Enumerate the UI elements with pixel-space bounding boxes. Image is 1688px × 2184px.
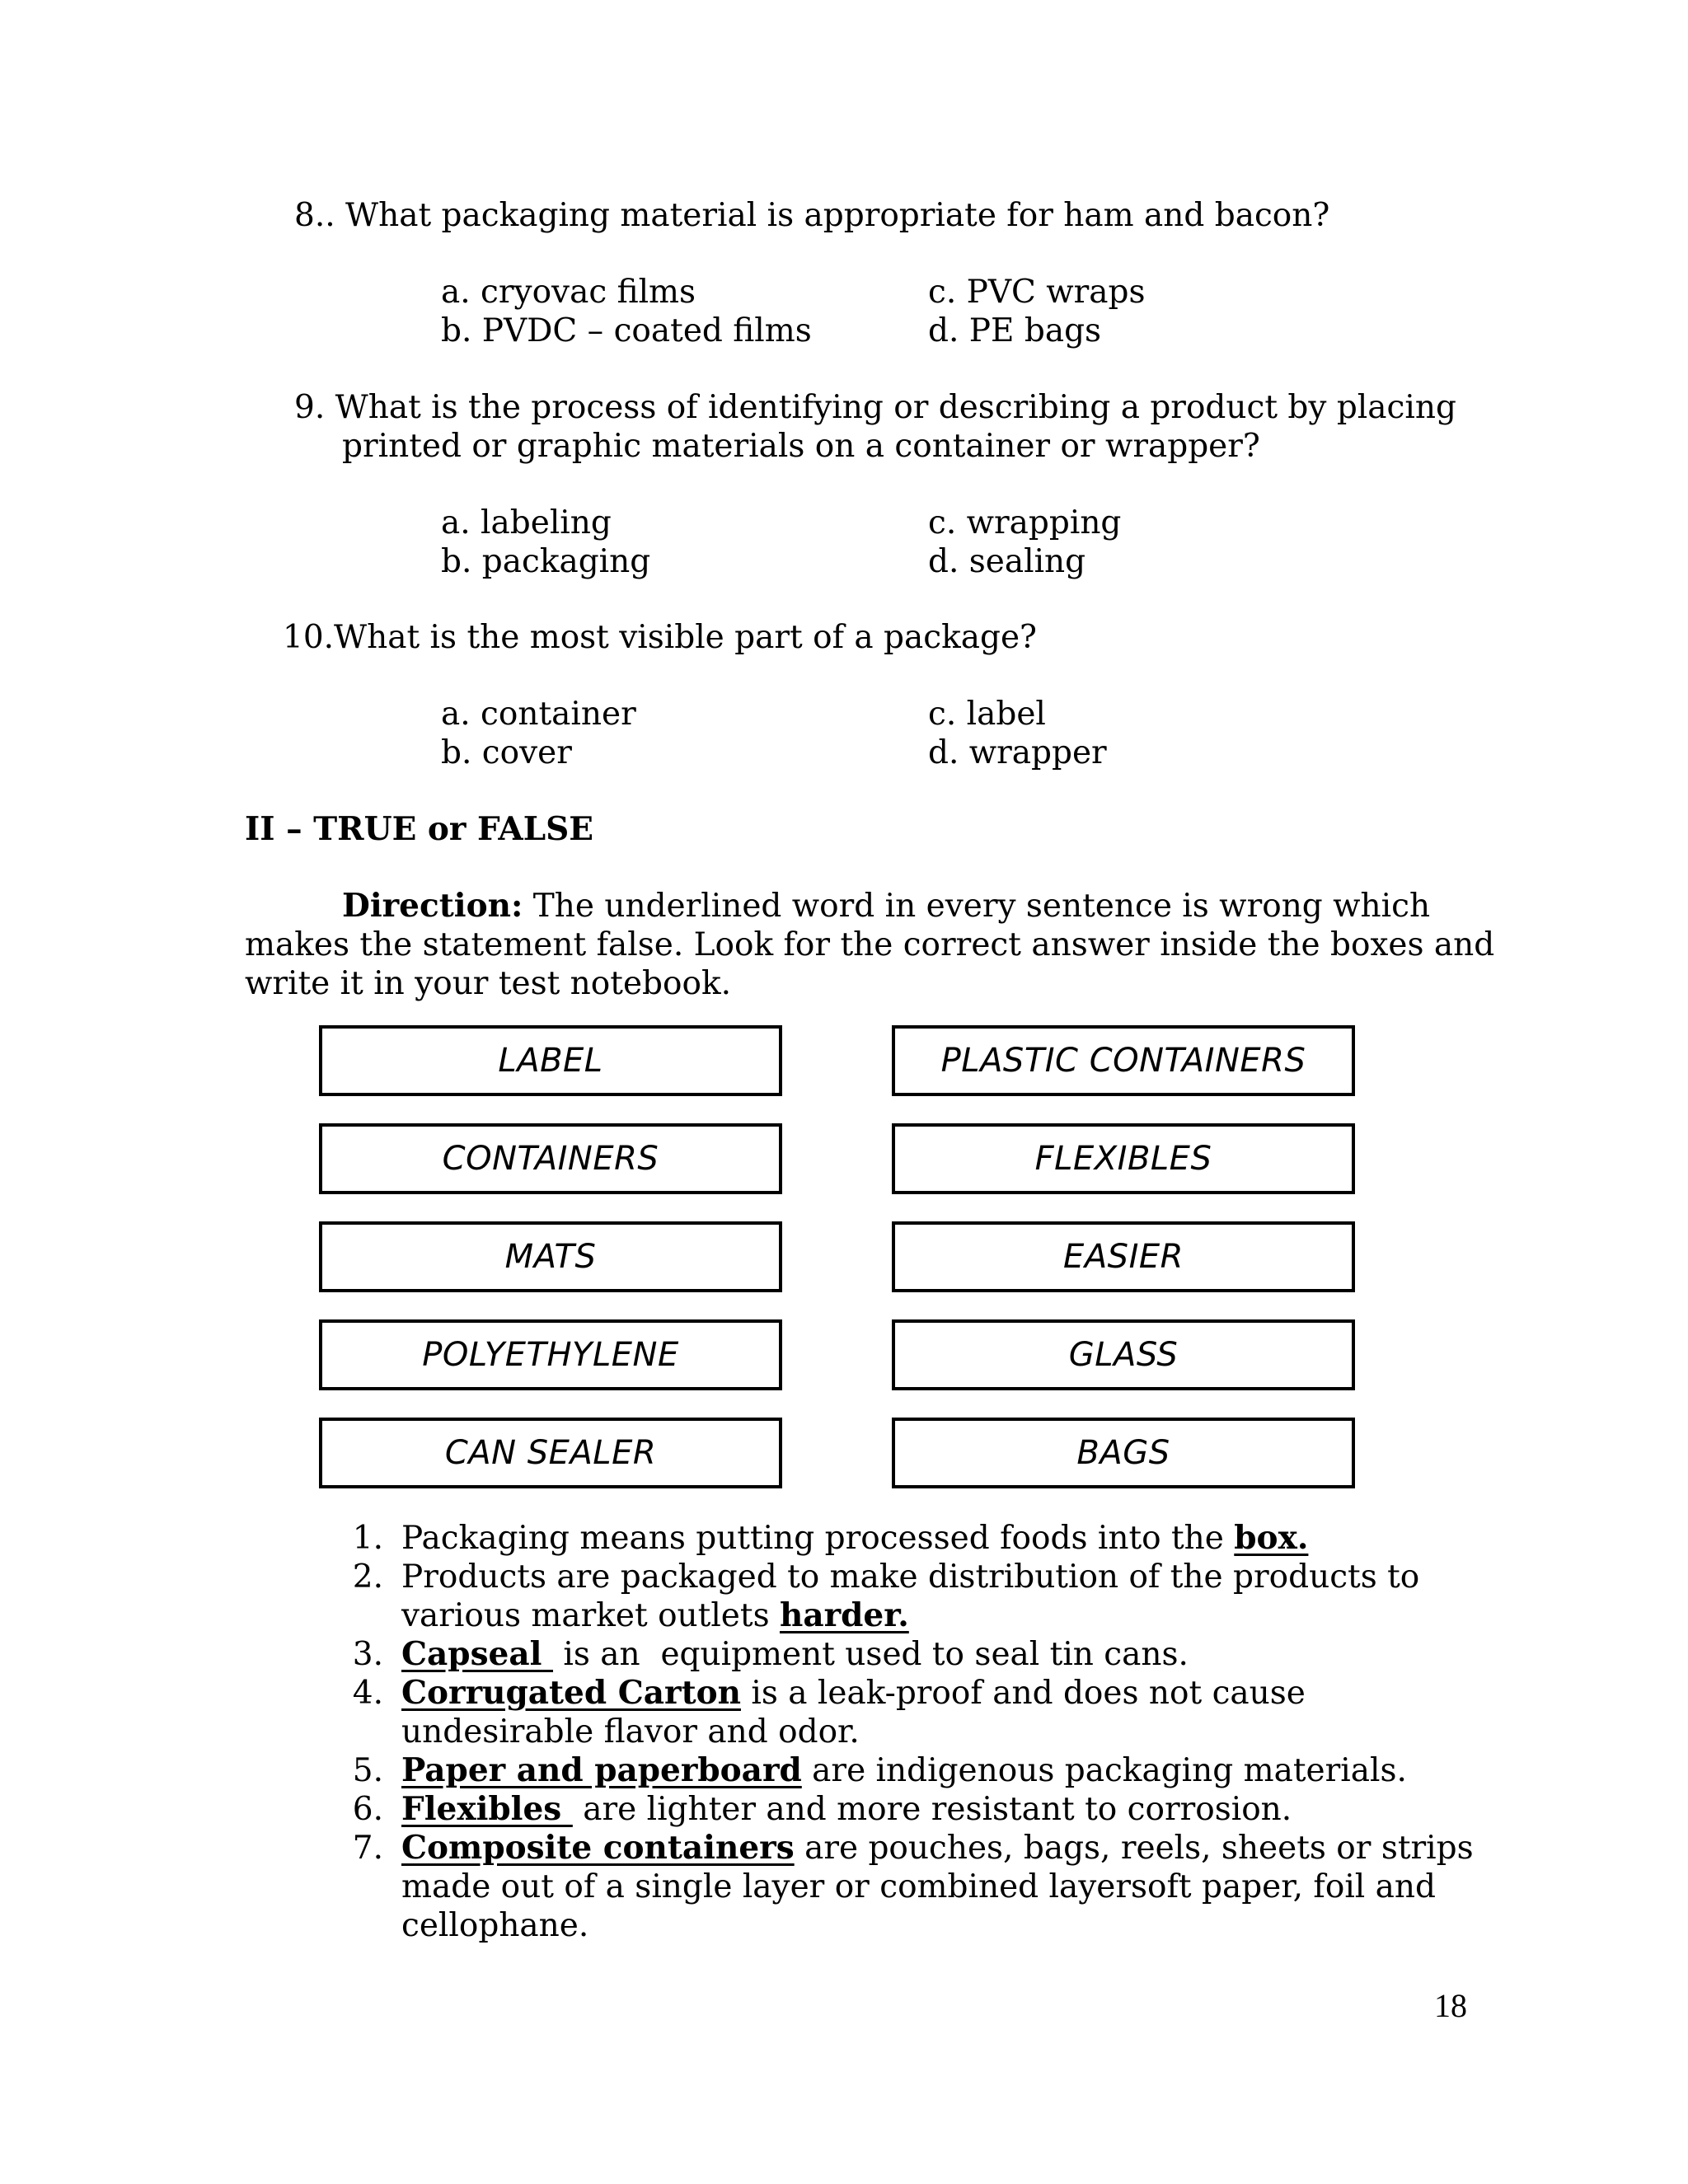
statement-number: 4. (352, 1675, 383, 1712)
statement-text: is a leak-proof and does not cause undesirable flavor and odor. (401, 1675, 1306, 1750)
statement-number: 5. (352, 1752, 383, 1789)
option-b: b. PVDC – coated films (441, 312, 812, 349)
direction-label: Direction: (342, 887, 523, 925)
option-d: d. PE bags (928, 312, 1102, 349)
statement-text: are lighter and more resistant to corrosion. (572, 1791, 1292, 1828)
underlined-word: Corrugated Carton (401, 1674, 741, 1712)
direction-paragraph (245, 887, 1494, 1003)
underlined-word: box. (1234, 1519, 1309, 1557)
option-a: a. labeling (441, 504, 612, 541)
statement-text: are pouches, bags, reels, sheets or strips made out of a single layer or combined layersoft paper, foil and cellophane. (401, 1830, 1474, 1944)
answer-box: PLASTIC CONTAINERS (892, 1025, 1355, 1096)
option-a: a. cryovac films (441, 274, 696, 311)
question-8 (294, 196, 1329, 235)
option-a: a. container (441, 696, 636, 733)
section-heading: II – TRUE or FALSE (245, 810, 594, 848)
statement-text: Products are packaged to make distribution of the products to various market outlets (401, 1558, 1420, 1634)
statement-number: 2. (352, 1558, 383, 1596)
option-d: d. wrapper (928, 734, 1107, 771)
underlined-word: Capseal (401, 1635, 554, 1673)
question-text: What is the most visible part of a package? (334, 619, 1037, 656)
option-c: c. wrapping (928, 504, 1122, 541)
statement-2 (342, 1558, 1496, 1635)
direction-text: The underlined word in every sentence is wrong which (523, 888, 1431, 925)
question-9 (294, 388, 1456, 427)
answer-box: EASIER (892, 1221, 1355, 1292)
question-text-line1: What is the process of identifying or describing a product by placing (325, 389, 1456, 426)
question-number: 9. (294, 389, 326, 426)
statement-7 (342, 1829, 1496, 1945)
direction-line: write it in your test notebook. (245, 965, 731, 1002)
statement-3 (342, 1635, 1496, 1674)
answer-box: MATS (319, 1221, 782, 1292)
underlined-word: harder. (779, 1596, 909, 1634)
question-number: 8. (294, 197, 326, 234)
underlined-word: Paper and paperboard (401, 1751, 802, 1789)
statement-number: 6. (352, 1791, 383, 1828)
direction-line: makes the statement false. Look for the correct answer inside the boxes and (245, 926, 1495, 963)
statement-5 (342, 1751, 1496, 1790)
question-text-line2: printed or graphic materials on a container or wrapper? (342, 428, 1260, 465)
statement-number: 3. (352, 1636, 383, 1673)
answer-box: FLEXIBLES (892, 1123, 1355, 1194)
question-number: 10. (283, 619, 335, 656)
option-d: d. sealing (928, 543, 1086, 580)
statement-text: are indigenous packaging materials. (801, 1752, 1407, 1789)
direction-line (245, 887, 1494, 926)
answer-box: GLASS (892, 1319, 1355, 1390)
answer-box: POLYETHYLENE (319, 1319, 782, 1390)
option-b: b. packaging (441, 543, 651, 580)
statement-text: Packaging means putting processed foods into the (401, 1520, 1235, 1557)
answer-box: CONTAINERS (319, 1123, 782, 1194)
statement-number: 1. (352, 1520, 383, 1557)
answer-box: BAGS (892, 1418, 1355, 1488)
question-text: . What packaging material is appropriate for ham and bacon? (325, 197, 1330, 234)
underlined-word: Flexibles (401, 1790, 573, 1828)
statement-number: 7. (352, 1830, 383, 1867)
option-b: b. cover (441, 734, 572, 771)
option-c: c. PVC wraps (928, 274, 1146, 311)
answer-box: LABEL (319, 1025, 782, 1096)
statement-1 (342, 1519, 1496, 1558)
question-10 (283, 618, 1037, 657)
underlined-word: Composite containers (401, 1829, 795, 1867)
statement-6 (342, 1790, 1496, 1829)
answer-box: CAN SEALER (319, 1418, 782, 1488)
statement-text: is an equipment used to seal tin cans. (553, 1636, 1189, 1673)
page-number: 18 (1434, 1987, 1467, 2024)
statement-4 (342, 1674, 1496, 1751)
option-c: c. label (928, 696, 1046, 733)
